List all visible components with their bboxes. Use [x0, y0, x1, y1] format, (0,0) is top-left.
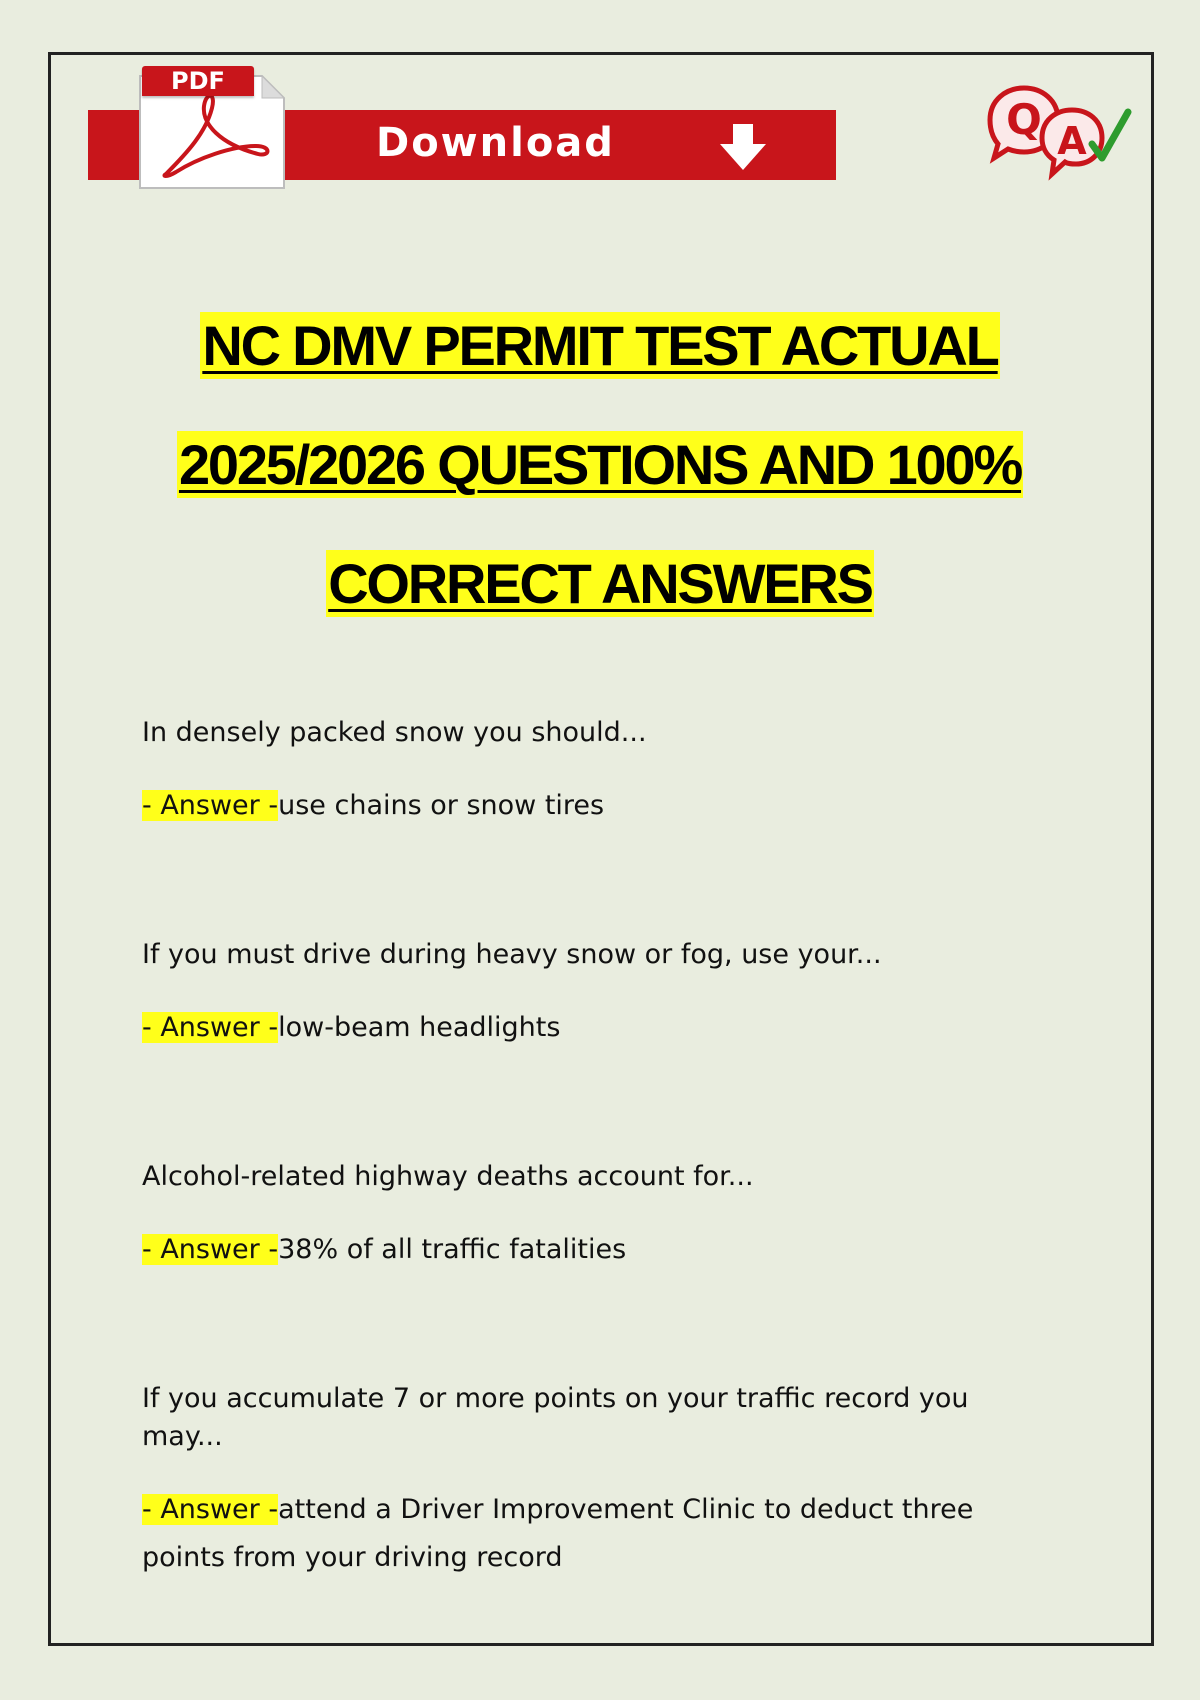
question-text: Alcohol-related highway deaths account for... [142, 1161, 754, 1192]
question-text: If you accumulate 7 or more points on your traffic record you may... [142, 1383, 969, 1452]
answer-value: use chains or snow tires [278, 790, 605, 821]
answer-text [142, 782, 1042, 830]
answer-label: - Answer - [142, 1494, 279, 1525]
download-banner[interactable] [88, 62, 836, 190]
qa-item [142, 1380, 1042, 1582]
title-line: 2025/2026 QUESTIONS AND 100% [178, 433, 1022, 496]
answer-label: - Answer - [142, 1012, 279, 1043]
pdf-document-icon [136, 62, 286, 190]
answer-text [142, 1226, 1042, 1274]
title-line: NC DMV PERMIT TEST ACTUAL [202, 314, 998, 377]
qa-item [142, 714, 1042, 830]
answer-value: low-beam headlights [278, 1012, 561, 1043]
answer-value: 38% of all traffic fatalities [278, 1234, 627, 1265]
answer-label: - Answer - [142, 1234, 279, 1265]
answer-value: attend a Driver Improvement Clinic to deduct three points from your driving record [142, 1494, 974, 1573]
qa-logo [980, 82, 1138, 182]
title-line: CORRECT ANSWERS [328, 552, 872, 615]
logo-a: A [1057, 119, 1087, 163]
download-label[interactable]: Download [376, 120, 615, 166]
question-text: In densely packed snow you should... [142, 717, 647, 748]
document-title [60, 316, 1140, 673]
answer-text [142, 1004, 1042, 1052]
qa-list [142, 714, 1042, 1582]
qa-item [142, 936, 1042, 1052]
logo-q: Q [1006, 95, 1042, 144]
pdf-tag: PDF [142, 66, 254, 96]
qa-item [142, 1158, 1042, 1274]
download-arrow-icon[interactable] [716, 122, 770, 172]
answer-text [142, 1486, 1042, 1582]
answer-label: - Answer - [142, 790, 279, 821]
question-text: If you must drive during heavy snow or fog, use your... [142, 939, 882, 970]
